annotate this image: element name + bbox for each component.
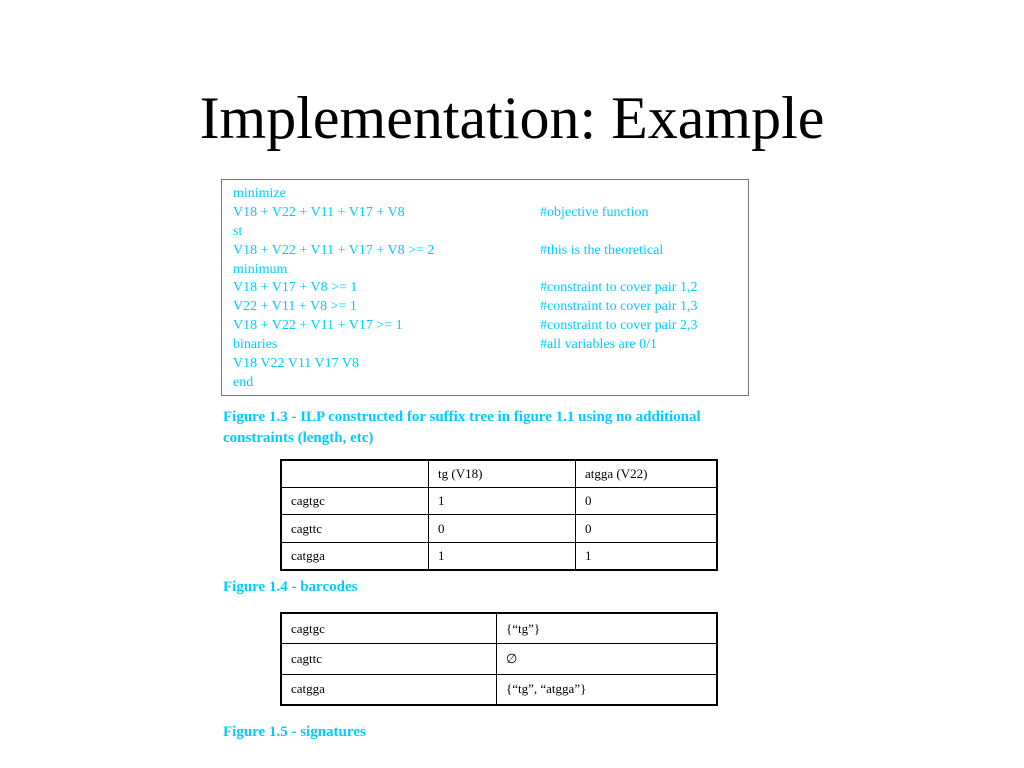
table-cell: 0 (576, 488, 718, 515)
ilp-row (233, 204, 748, 223)
ilp-row (233, 298, 748, 317)
ilp-expression: st (233, 223, 243, 239)
ilp-expression: V22 + V11 + V8 >= 1 (233, 299, 357, 315)
table-row (281, 613, 717, 644)
ilp-comment: #objective function (540, 204, 649, 220)
signatures-table (280, 612, 718, 706)
ilp-row (233, 242, 748, 261)
table-cell: cagttc (281, 644, 497, 674)
ilp-expression: V18 V22 V11 V17 V8 (233, 356, 360, 372)
figure-caption (223, 407, 701, 449)
ilp-comment: #this is the theoretical (540, 242, 664, 258)
table-header-cell (281, 460, 429, 488)
table-cell: catgga (281, 542, 429, 570)
ilp-expression: minimize (233, 186, 286, 201)
table-row (281, 674, 717, 705)
ilp-row (233, 336, 748, 355)
ilp-comment: #constraint to cover pair 1,3 (540, 299, 698, 315)
figure-caption: Figure 1.5 - signatures (223, 724, 366, 740)
table-header-cell: atgga (V22) (576, 460, 718, 488)
ilp-expression: V18 + V17 + V8 >= 1 (233, 280, 358, 296)
table-row (281, 515, 717, 542)
caption-line: Figure 1.3 - ILP constructed for suffix tree in figure 1.1 using no additional (223, 409, 701, 425)
ilp-code-box (221, 179, 749, 396)
slide-title: Implementation: Example (199, 85, 825, 151)
ilp-row (233, 261, 748, 280)
table-cell: 0 (576, 515, 718, 542)
ilp-row (233, 374, 748, 393)
ilp-row (233, 317, 748, 336)
caption-line: constraints (length, etc) (223, 430, 374, 446)
ilp-row (233, 185, 748, 204)
table-row (281, 542, 717, 570)
table-cell: 1 (429, 542, 576, 570)
table-cell: cagtgc (281, 613, 497, 644)
barcodes-table (280, 459, 718, 571)
table-cell: {“tg”, “atgga”} (497, 674, 718, 705)
ilp-expression: binaries (233, 337, 278, 353)
ilp-row (233, 223, 748, 242)
ilp-comment: #constraint to cover pair 2,3 (540, 318, 698, 334)
table-cell: catgga (281, 674, 497, 705)
table-cell: ∅ (497, 644, 718, 674)
table-cell: 1 (576, 542, 718, 570)
table-cell: cagttc (281, 515, 429, 542)
ilp-row (233, 355, 748, 374)
ilp-comment: #all variables are 0/1 (540, 337, 658, 353)
table-cell: 1 (429, 488, 576, 515)
table-row (281, 488, 717, 515)
ilp-row (233, 279, 748, 298)
table-cell: cagtgc (281, 488, 429, 515)
table-cell: {“tg”} (497, 613, 718, 644)
ilp-expression: end (233, 374, 254, 390)
table-cell: 0 (429, 515, 576, 542)
ilp-comment: #constraint to cover pair 1,2 (540, 280, 698, 296)
ilp-expression: V18 + V22 + V11 + V17 >= 1 (233, 318, 403, 334)
figure-caption: Figure 1.4 - barcodes (223, 579, 358, 595)
table-row (281, 644, 717, 674)
table-header-cell: tg (V18) (429, 460, 576, 488)
ilp-expression: V18 + V22 + V11 + V17 + V8 (233, 204, 405, 220)
ilp-expression: V18 + V22 + V11 + V17 + V8 >= 2 (233, 242, 435, 258)
ilp-expression: minimum (233, 261, 288, 277)
table-header-row (281, 460, 717, 488)
